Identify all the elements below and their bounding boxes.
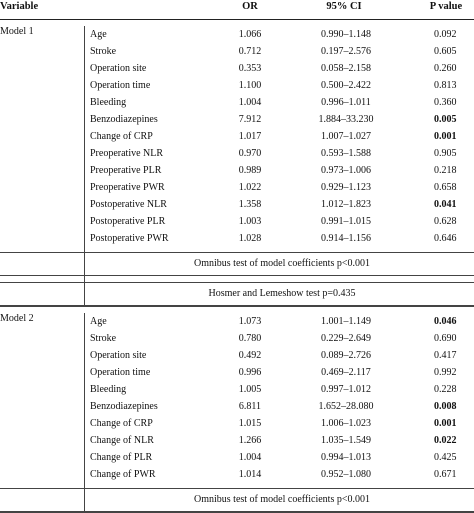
header-ci: 95% CI (326, 1, 362, 12)
p-value-cell: 0.425 (434, 452, 457, 463)
table-row (0, 230, 474, 247)
ci-cell: 1.001–1.149 (321, 316, 371, 327)
or-cell: 1.358 (238, 199, 262, 210)
variable-cell: Age (90, 29, 107, 40)
p-value-cell: 0.260 (434, 63, 457, 74)
table-row (0, 179, 474, 196)
model-note-text: Omnibus test of model coefficients p<0.001 (194, 258, 370, 269)
header-or: OR (242, 1, 258, 12)
ci-cell: 0.197–2.576 (321, 46, 371, 57)
ci-cell: 1.012–1.823 (321, 199, 371, 210)
ci-cell: 0.929–1.123 (321, 182, 371, 193)
variable-cell: Bleeding (90, 384, 127, 395)
variable-cell: Age (90, 316, 107, 327)
ci-cell: 1.652–28.080 (318, 401, 374, 412)
or-cell: 6.811 (238, 401, 262, 412)
header-p-value: P value (429, 1, 463, 12)
ci-cell: 1.884–33.230 (318, 114, 374, 125)
p-value-cell: 0.005 (434, 114, 457, 125)
model-note (0, 488, 474, 512)
or-cell: 1.014 (238, 469, 262, 480)
p-value-cell: 0.690 (434, 333, 457, 344)
ci-cell: 1.035–1.549 (321, 435, 371, 446)
ci-cell: 0.996–1.011 (321, 97, 371, 108)
or-cell: 1.073 (238, 316, 262, 327)
variable-cell: Preoperative NLR (90, 148, 164, 159)
model-section (0, 20, 474, 307)
header-variable: Variable (0, 1, 39, 12)
ci-cell: 0.997–1.012 (321, 384, 371, 395)
or-cell: 0.996 (238, 367, 262, 378)
ci-cell: 0.593–1.588 (321, 148, 371, 159)
table-row (0, 111, 474, 128)
ci-cell: 0.990–1.148 (321, 29, 371, 40)
variable-cell: Change of NLR (90, 435, 154, 446)
ci-cell: 1.007–1.027 (321, 131, 371, 142)
table-row (0, 398, 474, 415)
ci-cell: 0.952–1.080 (321, 469, 371, 480)
variable-cell: Postoperative NLR (90, 199, 167, 210)
table-row (0, 415, 474, 432)
table-row (0, 313, 474, 330)
table-row (0, 60, 474, 77)
table-row (0, 162, 474, 179)
ci-cell: 1.006–1.023 (321, 418, 371, 429)
p-value-cell: 0.218 (434, 165, 457, 176)
p-value-cell: 0.092 (434, 29, 457, 40)
table-row (0, 466, 474, 483)
or-cell: 1.015 (238, 418, 262, 429)
ci-cell: 0.991–1.015 (321, 216, 371, 227)
p-value-cell: 0.022 (434, 435, 457, 446)
ci-cell: 0.914–1.156 (321, 233, 371, 244)
p-value-cell: 0.605 (434, 46, 457, 57)
variable-cell: Preoperative PLR (90, 165, 162, 176)
variable-cell: Postoperative PWR (90, 233, 169, 244)
variable-cell: Operation time (90, 80, 151, 91)
variable-cell: Preoperative PWR (90, 182, 165, 193)
or-cell: 0.492 (238, 350, 262, 361)
variable-cell: Stroke (90, 46, 117, 57)
ci-cell: 0.058–2.158 (321, 63, 371, 74)
or-cell: 1.266 (238, 435, 262, 446)
ci-cell: 0.229–2.649 (321, 333, 371, 344)
or-cell: 0.353 (238, 63, 262, 74)
model-note-text: Hosmer and Lemeshow test p=0.435 (208, 288, 356, 299)
table-row (0, 364, 474, 381)
table-row (0, 77, 474, 94)
table-row (0, 381, 474, 398)
or-cell: 0.780 (238, 333, 262, 344)
variable-cell: Benzodiazepines (90, 114, 158, 125)
variable-cell: Stroke (90, 333, 117, 344)
table-row (0, 449, 474, 466)
p-value-cell: 0.360 (434, 97, 457, 108)
or-cell: 0.712 (238, 46, 262, 57)
p-value-cell: 0.008 (434, 401, 457, 412)
or-cell: 1.003 (238, 216, 262, 227)
p-value-cell: 0.905 (434, 148, 457, 159)
table-row (0, 196, 474, 213)
p-value-cell: 0.671 (434, 469, 457, 480)
variable-cell: Operation time (90, 367, 151, 378)
table-row (0, 347, 474, 364)
table-row (0, 330, 474, 347)
ci-cell: 0.994–1.013 (321, 452, 371, 463)
p-value-cell: 0.992 (434, 367, 457, 378)
or-cell: 1.028 (238, 233, 262, 244)
variable-cell: Change of PWR (90, 469, 156, 480)
table-row (0, 94, 474, 111)
model-note-text: Omnibus test of model coefficients p<0.001 (194, 494, 370, 505)
or-cell: 7.912 (238, 114, 262, 125)
table-row (0, 26, 474, 43)
p-value-cell: 0.658 (434, 182, 457, 193)
variable-cell: Change of CRP (90, 418, 153, 429)
table-body (0, 20, 474, 513)
or-cell: 1.066 (238, 29, 262, 40)
p-value-cell: 0.417 (434, 350, 457, 361)
model-label: Model 2 (0, 313, 34, 324)
model-label: Model 1 (0, 26, 34, 37)
ci-cell: 0.469–2.117 (321, 367, 371, 378)
variable-cell: Operation site (90, 63, 147, 74)
p-value-cell: 0.228 (434, 384, 457, 395)
p-value-cell: 0.001 (434, 418, 457, 429)
or-cell: 0.970 (238, 148, 262, 159)
or-cell: 0.989 (238, 165, 262, 176)
or-cell: 1.004 (238, 452, 262, 463)
or-cell: 1.005 (238, 384, 262, 395)
or-cell: 1.022 (238, 182, 262, 193)
variable-cell: Postoperative PLR (90, 216, 166, 227)
p-value-cell: 0.628 (434, 216, 457, 227)
ci-cell: 0.500–2.422 (321, 80, 371, 91)
model-note (0, 282, 474, 306)
table-row (0, 128, 474, 145)
p-value-cell: 0.646 (434, 233, 457, 244)
p-value-cell: 0.001 (434, 131, 457, 142)
variable-cell: Benzodiazepines (90, 401, 158, 412)
table-row (0, 213, 474, 230)
model-section (0, 307, 474, 513)
ci-cell: 0.089–2.726 (321, 350, 371, 361)
variable-cell: Operation site (90, 350, 147, 361)
table-row (0, 432, 474, 449)
p-value-cell: 0.813 (434, 80, 457, 91)
p-value-cell: 0.041 (434, 199, 457, 210)
variable-cell: Change of PLR (90, 452, 153, 463)
or-cell: 1.100 (238, 80, 262, 91)
model-note (0, 252, 474, 276)
table-row (0, 145, 474, 162)
variable-cell: Change of CRP (90, 131, 153, 142)
p-value-cell: 0.046 (434, 316, 457, 327)
variable-cell: Bleeding (90, 97, 127, 108)
table-header (0, 0, 474, 20)
ci-cell: 0.973–1.006 (321, 165, 371, 176)
or-cell: 1.004 (238, 97, 262, 108)
or-cell: 1.017 (238, 131, 262, 142)
table-row (0, 43, 474, 60)
